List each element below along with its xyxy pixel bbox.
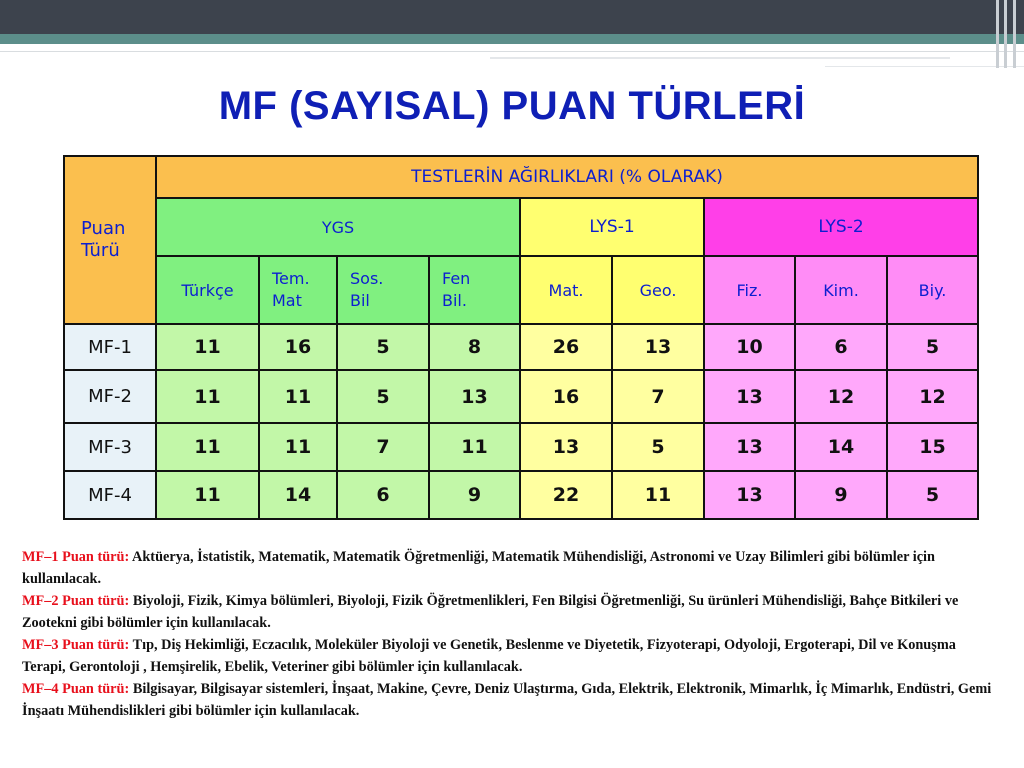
cell-kim: 14 — [795, 423, 887, 471]
subject-header-fiz: Fiz. — [704, 256, 795, 324]
main-header: TESTLERİN AĞIRLIKLARI (% OLARAK) — [156, 156, 978, 198]
subject-header-fen-bil-line1: Fen — [442, 269, 471, 288]
cell-sos-bil: 6 — [337, 471, 429, 519]
table-row — [64, 324, 978, 370]
cell-fen-bil: 11 — [429, 423, 520, 471]
note-text: Aktüerya, İstatistik, Matematik, Matematik Öğretmenliği, Matematik Mühendisliği, Astronomi ve Uzay Bilimleri gibi bölümler için kullanılacak. — [22, 549, 935, 587]
cell-sos-bil: 5 — [337, 370, 429, 423]
subject-header-biy: Biy. — [887, 256, 978, 324]
decorative-line — [825, 66, 1024, 67]
decorative-line — [0, 51, 1024, 52]
cell-geo: 11 — [612, 471, 704, 519]
slide-title: MF (SAYISAL) PUAN TÜRLERİ — [218, 84, 806, 128]
corner-label-line2: Türü — [81, 240, 120, 261]
note-paragraph — [22, 634, 997, 678]
subject-header-kim: Kim. — [795, 256, 887, 324]
cell-tem-mat: 11 — [259, 370, 337, 423]
cell-fen-bil: 13 — [429, 370, 520, 423]
cell-turkce: 11 — [156, 471, 259, 519]
decorative-stripe — [1004, 0, 1007, 68]
cell-mat: 16 — [520, 370, 612, 423]
cell-turkce: 11 — [156, 324, 259, 370]
cell-fen-bil: 9 — [429, 471, 520, 519]
slide-top-bar — [0, 0, 1024, 34]
cell-fiz: 10 — [704, 324, 795, 370]
subject-header-tem-mat-line1: Tem. — [272, 269, 310, 288]
group-header-lys1: LYS-1 — [520, 198, 704, 256]
cell-biy: 12 — [887, 370, 978, 423]
group-header-ygs: YGS — [156, 198, 520, 256]
cell-sos-bil: 5 — [337, 324, 429, 370]
decorative-stripe — [996, 0, 999, 68]
corner-header-cell — [64, 156, 156, 324]
subject-header-sos-bil-line1: Sos. — [350, 269, 384, 288]
cell-mat: 22 — [520, 471, 612, 519]
slide-accent-bar — [0, 34, 1024, 44]
subject-header-sos-bil-line2: Bil — [350, 291, 370, 310]
table-row — [64, 370, 978, 423]
cell-geo: 7 — [612, 370, 704, 423]
cell-biy: 5 — [887, 471, 978, 519]
note-label: MF–2 Puan türü: — [22, 593, 130, 609]
subject-header-mat: Mat. — [520, 256, 612, 324]
note-paragraph — [22, 590, 997, 634]
cell-tem-mat: 14 — [259, 471, 337, 519]
row-label: MF-3 — [64, 423, 156, 471]
row-label: MF-2 — [64, 370, 156, 423]
row-label: MF-4 — [64, 471, 156, 519]
group-header-lys2: LYS-2 — [704, 198, 978, 256]
weights-table-container — [63, 155, 979, 520]
subject-header-fen-bil-line2: Bil. — [442, 291, 467, 310]
note-label: MF–1 Puan türü: — [22, 549, 130, 565]
table-row — [64, 471, 978, 519]
cell-kim: 12 — [795, 370, 887, 423]
note-text: Bilgisayar, Bilgisayar sistemleri, İnşaat, Makine, Çevre, Deniz Ulaştırma, Gıda, Elektrik, Elektronik, Mimarlık, İç Mimarlık, Endüstri, Gemi İnşaatı Mühendislikleri gibi bölümler için kullanılacak. — [22, 681, 992, 719]
cell-turkce: 11 — [156, 423, 259, 471]
corner-label-line1: Puan — [81, 218, 126, 239]
cell-geo: 5 — [612, 423, 704, 471]
cell-mat: 26 — [520, 324, 612, 370]
subject-header-tem-mat-line2: Mat — [272, 291, 302, 310]
note-text: Tıp, Diş Hekimliği, Eczacılık, Moleküler Biyoloji ve Genetik, Beslenme ve Diyetetik, Fizyoterapi, Odyoloji, Ergoterapi, Dil ve Konuşma Terapi, Gerontoloji , Hemşirelik, Ebelik, Veteriner gibi bölümler için kullanılacak. — [22, 637, 956, 675]
subject-header-sos-bil — [337, 256, 429, 324]
weights-table — [63, 155, 979, 520]
table-row — [64, 423, 978, 471]
cell-turkce: 11 — [156, 370, 259, 423]
subject-header-tem-mat — [259, 256, 337, 324]
subject-header-turkce: Türkçe — [156, 256, 259, 324]
row-label: MF-1 — [64, 324, 156, 370]
decorative-line — [490, 57, 950, 59]
cell-fen-bil: 8 — [429, 324, 520, 370]
decorative-stripe — [1013, 0, 1016, 68]
notes-block — [22, 546, 997, 722]
cell-geo: 13 — [612, 324, 704, 370]
cell-tem-mat: 16 — [259, 324, 337, 370]
subject-header-fen-bil — [429, 256, 520, 324]
cell-mat: 13 — [520, 423, 612, 471]
cell-kim: 9 — [795, 471, 887, 519]
cell-biy: 5 — [887, 324, 978, 370]
note-paragraph — [22, 546, 997, 590]
subject-header-geo: Geo. — [612, 256, 704, 324]
note-label: MF–3 Puan türü: — [22, 637, 130, 653]
cell-fiz: 13 — [704, 423, 795, 471]
cell-fiz: 13 — [704, 370, 795, 423]
cell-biy: 15 — [887, 423, 978, 471]
cell-fiz: 13 — [704, 471, 795, 519]
cell-tem-mat: 11 — [259, 423, 337, 471]
note-paragraph — [22, 678, 997, 722]
note-label: MF–4 Puan türü: — [22, 681, 130, 697]
note-text: Biyoloji, Fizik, Kimya bölümleri, Biyoloji, Fizik Öğretmenlikleri, Fen Bilgisi Öğretmenliği, Su ürünleri Mühendisliği, Bahçe Bitkileri ve Zootekni gibi bölümler için kullanılacak. — [22, 593, 959, 631]
cell-kim: 6 — [795, 324, 887, 370]
cell-sos-bil: 7 — [337, 423, 429, 471]
